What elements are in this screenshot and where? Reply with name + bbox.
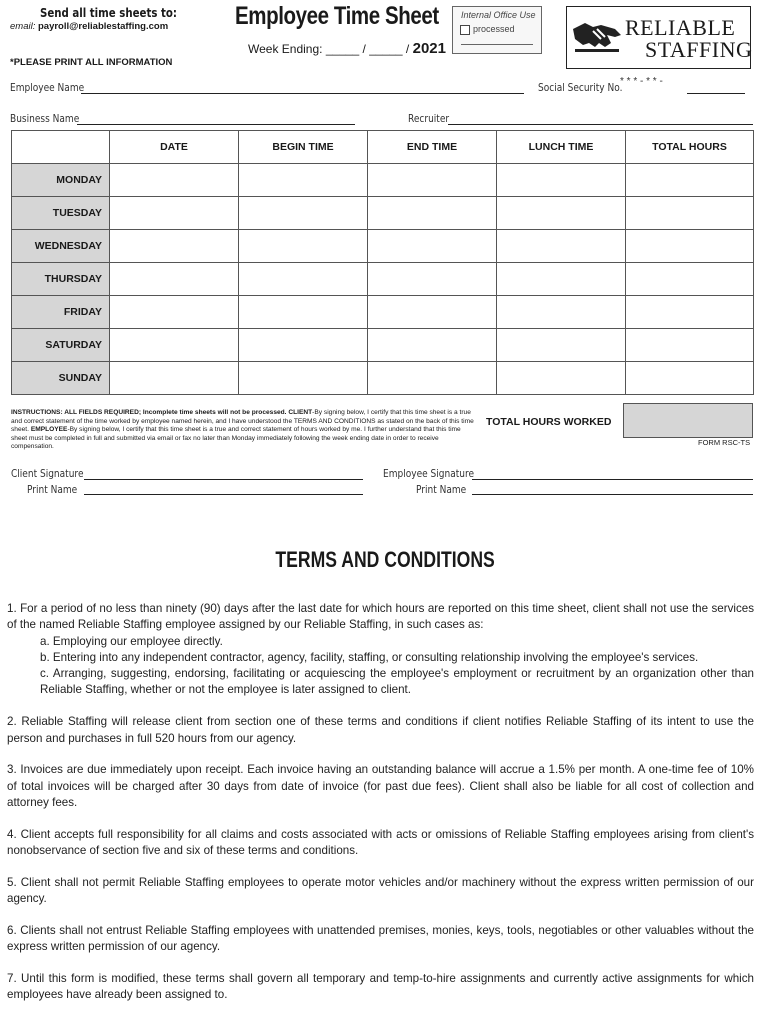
lunch-time-cell[interactable] xyxy=(497,164,626,197)
column-header-begin-time: BEGIN TIME xyxy=(239,131,368,164)
total-hours-cell[interactable] xyxy=(626,164,754,197)
processed-label: processed xyxy=(473,24,515,34)
end-time-cell[interactable] xyxy=(368,197,497,230)
internal-office-box xyxy=(452,6,542,54)
send-instructions-title: Send all time sheets to: xyxy=(40,6,177,20)
employee-print-name-label: Print Name xyxy=(416,483,467,496)
day-label-monday: MONDAY xyxy=(12,164,110,197)
header-corner-cell xyxy=(12,131,110,164)
terms-item-1: 1. For a period of no less than ninety (90) days after the last date for which hours are reported on this time sheet, client shall not use the services of the named Reliable Staffing employee assigned by our Reliable Staffing, in such cases as: xyxy=(7,602,754,632)
total-hours-cell[interactable] xyxy=(626,329,754,362)
print-all-note: *PLEASE PRINT ALL INFORMATION xyxy=(10,57,173,68)
client-print-name-input[interactable] xyxy=(84,494,363,495)
week-ending-label: Week Ending: xyxy=(248,42,323,56)
end-time-cell[interactable] xyxy=(368,296,497,329)
client-signature-input[interactable] xyxy=(84,479,363,480)
logo-text-staffing: STAFFING xyxy=(645,37,753,62)
week-ending-blank: _____ / _____ / xyxy=(325,42,410,56)
end-time-cell[interactable] xyxy=(368,230,497,263)
employee-signature-input[interactable] xyxy=(472,479,753,480)
lunch-time-cell[interactable] xyxy=(497,263,626,296)
date-cell[interactable] xyxy=(110,263,239,296)
ssn-input[interactable] xyxy=(687,93,745,94)
begin-time-cell[interactable] xyxy=(239,263,368,296)
day-label-friday: FRIDAY xyxy=(12,296,110,329)
ssn-mask: * * * - * * - xyxy=(620,76,663,87)
table-row xyxy=(12,296,754,329)
begin-time-cell[interactable] xyxy=(239,230,368,263)
internal-office-title: Internal Office Use xyxy=(461,10,536,20)
table-row xyxy=(12,362,754,395)
end-time-cell[interactable] xyxy=(368,329,497,362)
total-hours-cell[interactable] xyxy=(626,197,754,230)
terms-item-2: 2. Reliable Staffing will release client from section one of these terms and conditions if client notifies Reliable Staffing of its intent to use the person and purchases in full 520 hours from our agency. xyxy=(7,715,754,745)
instructions-employee-text: -By signing below, I certify that this time sheet is a true and correct statement of hours worked by me. I further understand that this time sheet must be completed in full and submitted via email or fax no later than Monday immediately following the week ending date in order to receive compensation. xyxy=(11,426,461,451)
begin-time-cell[interactable] xyxy=(239,362,368,395)
table-row xyxy=(12,329,754,362)
email-line xyxy=(10,21,168,32)
total-hours-worked-label: TOTAL HOURS WORKED xyxy=(486,416,612,428)
table-row xyxy=(12,230,754,263)
date-cell[interactable] xyxy=(110,230,239,263)
date-cell[interactable] xyxy=(110,362,239,395)
instructions-employee-label: EMPLOYEE xyxy=(30,426,68,434)
total-hours-cell[interactable] xyxy=(626,230,754,263)
lunch-time-cell[interactable] xyxy=(497,230,626,263)
employee-name-label: Employee Name xyxy=(10,81,85,94)
table-header-row xyxy=(12,131,754,164)
begin-time-cell[interactable] xyxy=(239,329,368,362)
business-name-input[interactable] xyxy=(77,124,355,125)
processed-checkbox[interactable] xyxy=(460,25,470,35)
day-label-sunday: SUNDAY xyxy=(12,362,110,395)
employee-print-name-input[interactable] xyxy=(472,494,753,495)
lunch-time-cell[interactable] xyxy=(497,197,626,230)
instructions-client-text: -By signing below, I certify that this time sheet is a true and correct statement of the time worked by employee named herein, and I have understood the TERMS AND CONDITIONS as stated on the back of this time sheet. xyxy=(11,409,474,434)
terms-body xyxy=(7,601,754,1019)
page-title: Employee Time Sheet xyxy=(235,2,439,30)
terms-item-5: 5. Client shall not permit Reliable Staffing employees to operate motor vehicles and/or machinery without the express written permission of our agency. xyxy=(7,875,754,906)
ssn-label: Social Security No. xyxy=(538,81,623,94)
terms-item-4: 4. Client accepts full responsibility for all claims and costs associated with acts or omissions of Reliable Staffing employees arising from client's nonobservance of section five and six of these terms and conditions. xyxy=(7,827,754,858)
table-row xyxy=(12,263,754,296)
day-label-saturday: SATURDAY xyxy=(12,329,110,362)
employee-signature-label: Employee Signature xyxy=(383,467,475,480)
business-name-label: Business Name xyxy=(10,112,80,125)
logo-text-reliable: RELIABLE xyxy=(625,15,736,40)
email-address[interactable]: payroll@reliablestaffing.com xyxy=(37,21,169,32)
terms-item-1b: b. Entering into any independent contractor, agency, facility, staffing, or consulting relationship involving the employee's services. xyxy=(40,650,699,664)
lunch-time-cell[interactable] xyxy=(497,362,626,395)
date-cell[interactable] xyxy=(110,164,239,197)
total-hours-worked-input[interactable] xyxy=(623,403,753,438)
total-hours-cell[interactable] xyxy=(626,296,754,329)
office-signature-line xyxy=(461,44,533,45)
instructions-client-label: CLIENT xyxy=(288,409,313,416)
time-sheet-table xyxy=(11,130,754,395)
table-row xyxy=(12,197,754,230)
form-code: FORM RSC-TS xyxy=(698,438,751,447)
table-row xyxy=(12,164,754,197)
total-hours-cell[interactable] xyxy=(626,263,754,296)
begin-time-cell[interactable] xyxy=(239,296,368,329)
terms-title xyxy=(0,547,770,573)
week-ending-field[interactable] xyxy=(248,40,446,57)
recruiter-input[interactable] xyxy=(448,124,753,125)
terms-item-1a: a. Employing our employee directly. xyxy=(40,634,223,648)
end-time-cell[interactable] xyxy=(368,263,497,296)
begin-time-cell[interactable] xyxy=(239,164,368,197)
end-time-cell[interactable] xyxy=(368,362,497,395)
column-header-lunch-time: LUNCH TIME xyxy=(497,131,626,164)
lunch-time-cell[interactable] xyxy=(497,296,626,329)
end-time-cell[interactable] xyxy=(368,164,497,197)
terms-item-6: 6. Clients shall not entrust Reliable Staffing employees with unattended premises, monies, keys, tools, negotiables or other valuables without the express written permission of our agency. xyxy=(7,923,754,954)
column-header-end-time: END TIME xyxy=(368,131,497,164)
begin-time-cell[interactable] xyxy=(239,197,368,230)
total-hours-cell[interactable] xyxy=(626,362,754,395)
client-signature-label: Client Signature xyxy=(11,467,84,480)
employee-name-input[interactable] xyxy=(81,93,524,94)
lunch-time-cell[interactable] xyxy=(497,329,626,362)
terms-item-1c: c. Arranging, suggesting, endorsing, facilitating or acquiescing the employee's employment or recruitment by an organization other than Reliable Staffing, whether or not the employee is later assigned to client. xyxy=(40,667,754,697)
day-label-thursday: THURSDAY xyxy=(12,263,110,296)
day-label-wednesday: WEDNESDAY xyxy=(12,230,110,263)
terms-item-7: 7. Until this form is modified, these terms shall govern all temporary and temp-to-hire assignments and currently active assignments for which employees have already been assigned to. xyxy=(7,972,754,1002)
instructions-text xyxy=(11,409,476,452)
terms-item-3: 3. Invoices are due immediately upon receipt. Each invoice having an outstanding balance will accrue a 1.5% per month. A one-time fee of 10% of total invoices will be charged after 30 days from date of invoice (for past due fees). Client shall also be liable for all cost of collection and attorney fees. xyxy=(7,763,754,809)
date-cell[interactable] xyxy=(110,197,239,230)
handshake-icon xyxy=(571,13,623,61)
company-logo xyxy=(566,6,751,69)
instructions-lead: INSTRUCTIONS: ALL FIELDS REQUIRED; Incomplete time sheets will not be processed. xyxy=(11,409,287,416)
email-label: email: xyxy=(10,21,36,32)
day-label-tuesday: TUESDAY xyxy=(12,197,110,230)
week-ending-year: 2021 xyxy=(412,40,446,57)
recruiter-label: Recruiter xyxy=(408,112,450,125)
client-print-name-label: Print Name xyxy=(27,483,78,496)
date-cell[interactable] xyxy=(110,329,239,362)
date-cell[interactable] xyxy=(110,296,239,329)
column-header-total-hours: TOTAL HOURS xyxy=(626,131,754,164)
terms-title-text: TERMS AND CONDITIONS xyxy=(275,547,495,572)
column-header-date: DATE xyxy=(110,131,239,164)
